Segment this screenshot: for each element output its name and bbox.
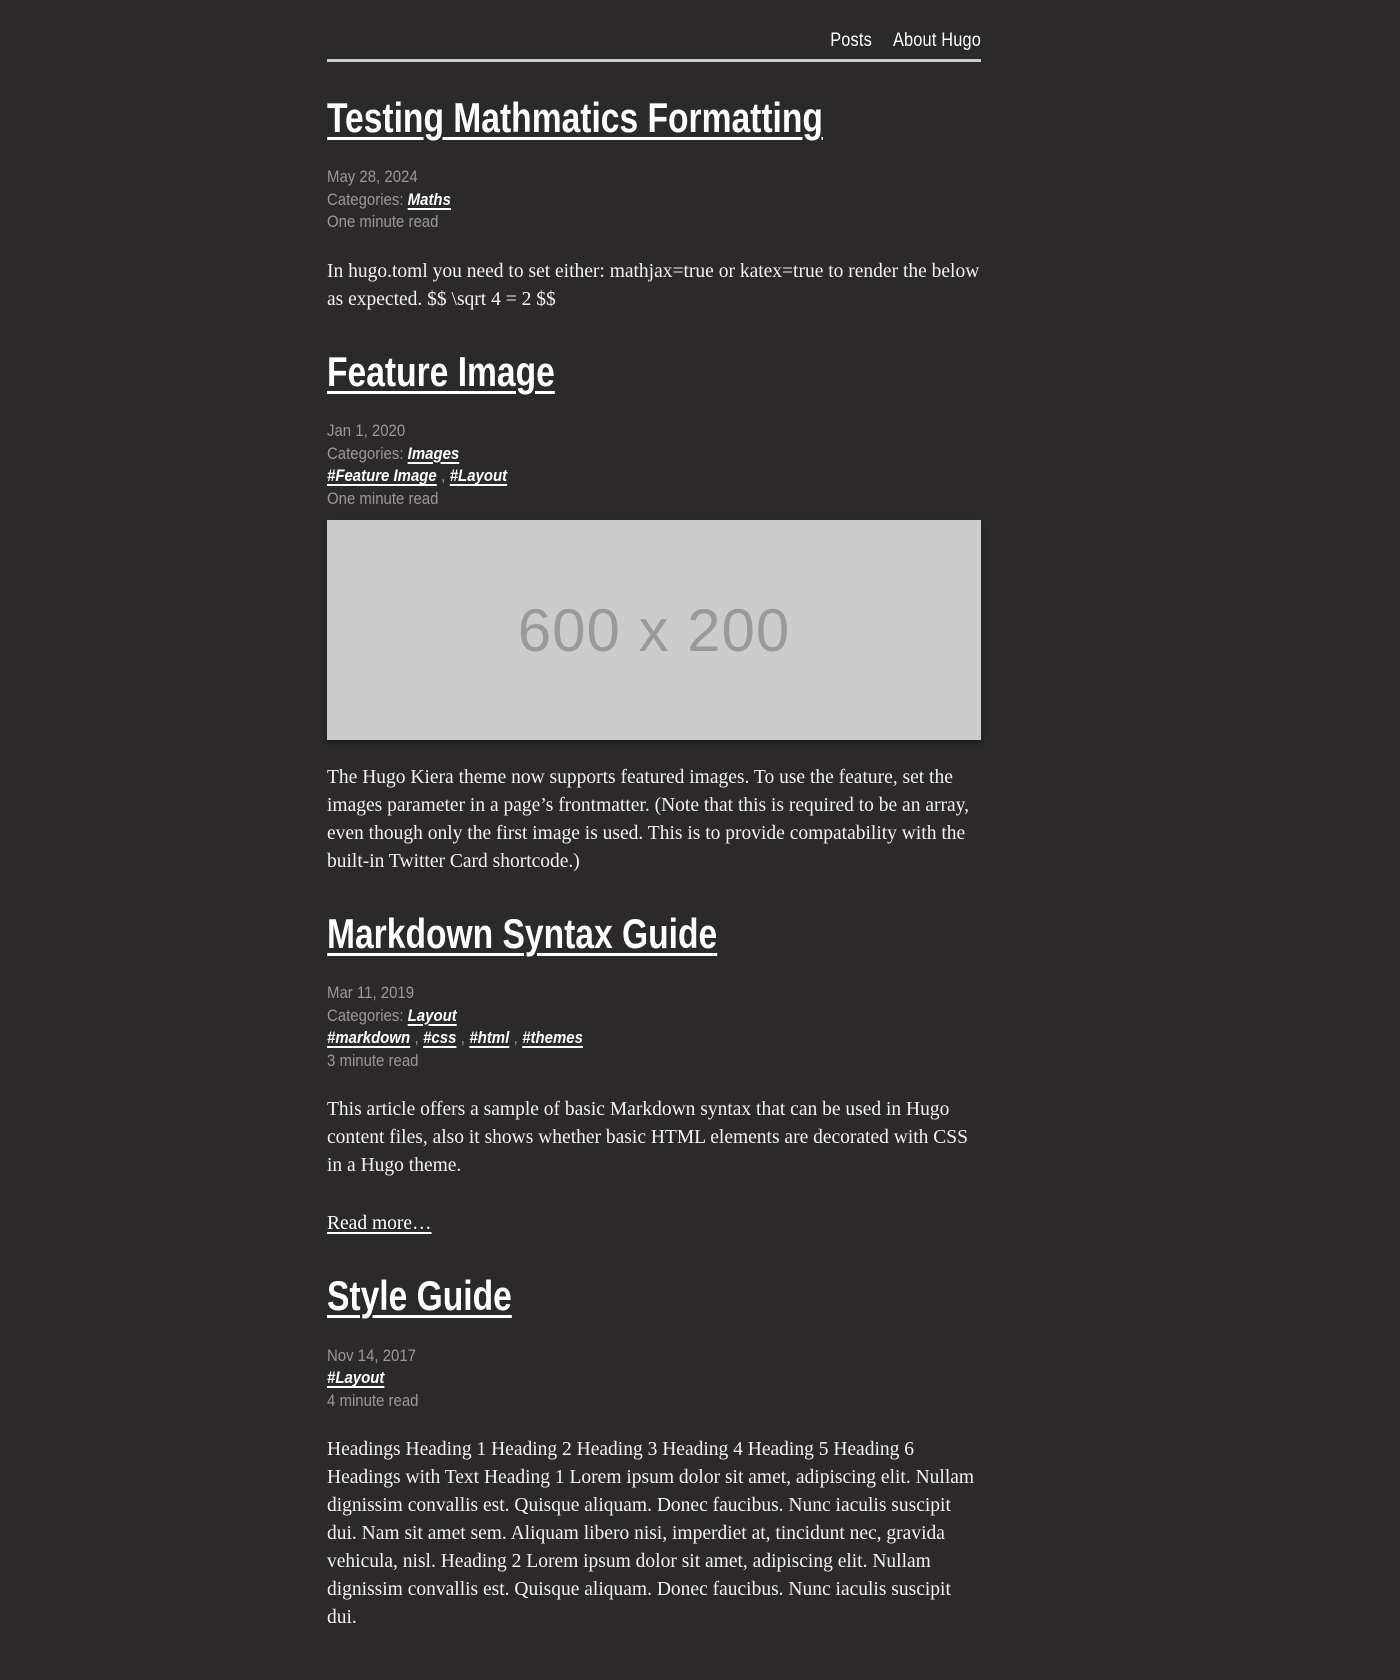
- tag-link[interactable]: #css: [423, 1028, 457, 1048]
- post-title: [327, 94, 981, 142]
- tag-separator: ,: [513, 1028, 518, 1048]
- categories-label: Categories:: [327, 443, 404, 463]
- post-categories: [327, 189, 903, 212]
- post-article: [327, 348, 981, 876]
- tag-link[interactable]: #themes: [522, 1028, 583, 1048]
- post-excerpt: In hugo.toml you need to set either: mathjax=true or katex=true to render the below as expected. $$ \sqrt 4 = 2 $$: [327, 260, 980, 310]
- post-date: Nov 14, 2017: [327, 1345, 417, 1365]
- post-title-link[interactable]: Style Guide: [327, 1272, 512, 1320]
- post-article: [327, 1272, 981, 1632]
- category-link[interactable]: Layout: [407, 1005, 457, 1025]
- nav-link-posts[interactable]: Posts: [830, 30, 872, 51]
- tag-link[interactable]: #html: [469, 1028, 510, 1048]
- top-nav: [419, 30, 981, 52]
- post-title: [327, 910, 981, 958]
- category-link[interactable]: Maths: [407, 189, 451, 209]
- categories-label: Categories:: [327, 189, 404, 209]
- post-excerpt: This article offers a sample of basic Markdown syntax that can be used in Hugo content files, also it shows whether basic HTML elements are decorated with CSS in a Hugo theme.: [327, 1099, 968, 1177]
- nav-link-about-hugo[interactable]: About Hugo: [892, 30, 981, 51]
- post-tags: [327, 1367, 903, 1390]
- tag-separator: ,: [460, 1028, 465, 1048]
- post-tags: [327, 465, 903, 488]
- post-title: [327, 348, 981, 396]
- post-categories: [327, 1005, 903, 1028]
- post-tags: [327, 1027, 903, 1050]
- post-date: May 28, 2024: [327, 167, 418, 187]
- read-more: [327, 1210, 981, 1238]
- post-meta: [327, 166, 981, 234]
- featured-image: [327, 520, 981, 740]
- post-date: Mar 11, 2019: [327, 983, 415, 1003]
- post-read-time: 3 minute read: [327, 1050, 419, 1070]
- post-categories: [327, 443, 903, 466]
- post-meta: [327, 420, 981, 510]
- post-read-time: 4 minute read: [327, 1390, 419, 1410]
- tag-link[interactable]: #Feature Image: [327, 466, 437, 486]
- categories-label: Categories:: [327, 1005, 404, 1025]
- post-article: [327, 94, 981, 314]
- post-meta: [327, 1345, 981, 1413]
- tag-separator: ,: [441, 466, 446, 486]
- post-excerpt: The Hugo Kiera theme now supports featured images. To use the feature, set the images parameter in a page’s frontmatter. (Note that this is required to be an array, even though only the first image is used. This is to provide compatability with the built-in Twitter Card shortcode.): [327, 767, 969, 873]
- read-more-link[interactable]: Read more…: [327, 1213, 432, 1235]
- tag-link[interactable]: #Layout: [449, 466, 508, 486]
- placeholder-image: [327, 520, 981, 740]
- site-header: [327, 0, 981, 62]
- tag-separator: ,: [414, 1028, 419, 1048]
- post-date: Jan 1, 2020: [327, 421, 406, 441]
- placeholder-image-label: 600 x 200: [517, 596, 791, 664]
- tag-link[interactable]: #Layout: [327, 1368, 385, 1388]
- post-list: [327, 94, 981, 1632]
- post-title: [327, 1272, 981, 1320]
- post-title-link[interactable]: Markdown Syntax Guide: [327, 910, 718, 958]
- page-container: [327, 0, 981, 1632]
- tag-link[interactable]: #markdown: [327, 1028, 411, 1048]
- post-excerpt: Headings Heading 1 Heading 2 Heading 3 Heading 4 Heading 5 Heading 6 Headings with Text Heading 1 Lorem ipsum dolor sit amet, adipiscing elit. Nullam dignissim convallis est. Quisque aliquam. Donec faucibus. Nunc iaculis suscipit dui. Nam sit amet sem. Aliquam libero nisi, imperdiet at, tincidunt nec, gravida vehicula, nisl. Heading 2 Lorem ipsum dolor sit amet, adipiscing elit. Nullam dignissim convallis est. Quisque aliquam. Donec faucibus. Nunc iaculis suscipit dui.: [327, 1439, 975, 1629]
- post-title-link[interactable]: Feature Image: [327, 347, 555, 395]
- post-title-link[interactable]: Testing Mathmatics Formatting: [327, 94, 823, 141]
- post-article: [327, 910, 981, 1238]
- post-read-time: One minute read: [327, 488, 439, 508]
- post-meta: [327, 982, 981, 1072]
- category-link[interactable]: Images: [407, 443, 460, 463]
- post-read-time: One minute read: [327, 212, 439, 232]
